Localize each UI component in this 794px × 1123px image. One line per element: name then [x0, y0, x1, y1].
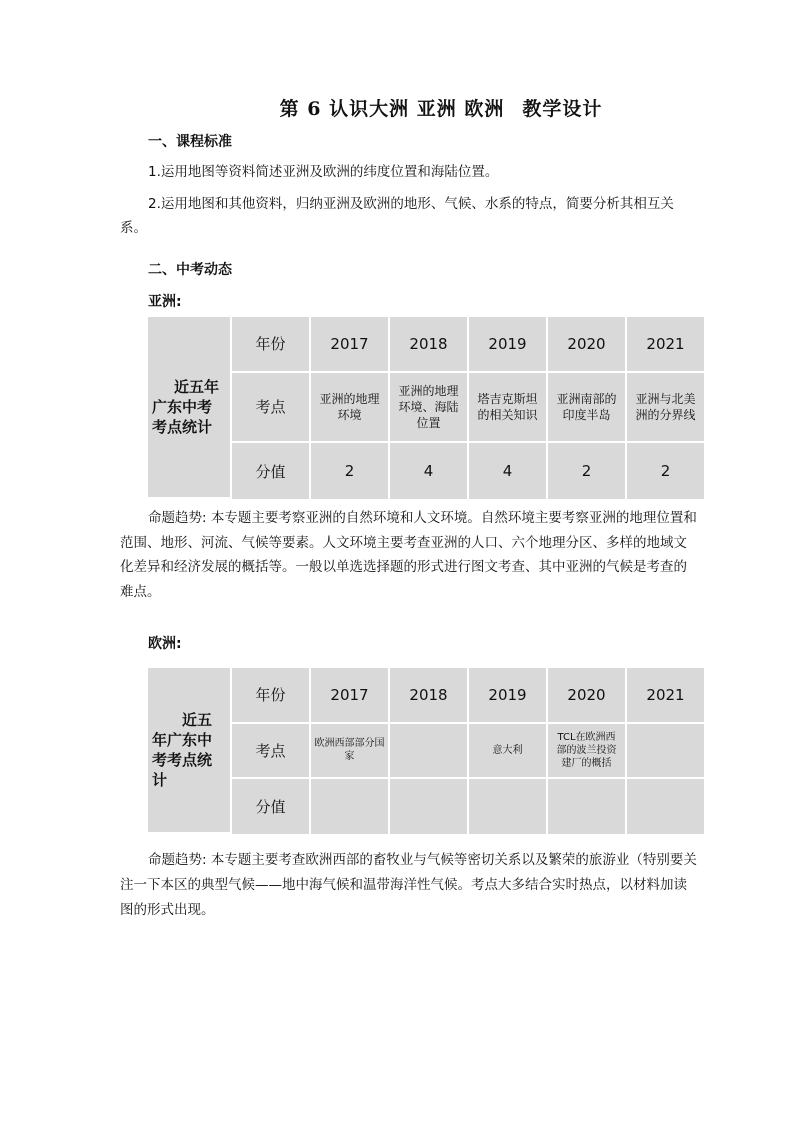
curriculum-item-2: 2.运用地图和其他资料，归纳亚洲及欧洲的地形、气候、水系的特点，简要分析其相互关系。	[120, 196, 674, 236]
europe-trend-paragraph: 命题趋势: 本专题主要考查欧洲西部的畜牧业与气候等密切关系以及繁荣的旅游业（特别要关注一下本区的典型气候——地中海气候和温带海洋性气候。考点大多结合实时热点，以材料加读图的形式出现。	[120, 852, 697, 918]
score-cell: 4	[469, 443, 548, 499]
year-cell: 2017	[311, 317, 390, 373]
year-cell: 2018	[390, 668, 469, 724]
topic-text: 亚洲与北美洲的分界线	[635, 391, 696, 422]
row-label-topic: 考点	[232, 373, 311, 444]
asia-label: 亚洲:	[148, 294, 182, 310]
topic-cell	[469, 373, 548, 444]
europe-label: 欧洲:	[148, 636, 182, 652]
year-cell: 2019	[469, 668, 548, 724]
asia-side-text: 近五年广东中考考点统计	[152, 378, 220, 436]
europe-side-text: 近五年广东中考考点统计	[152, 711, 213, 789]
topic-text: TCL在欧洲西部的波兰投资建厂的概括	[556, 731, 617, 769]
row-label-topic: 考点	[232, 724, 311, 780]
row-label-score: 分值	[232, 443, 311, 499]
topic-cell	[390, 373, 469, 444]
topic-cell	[627, 724, 704, 780]
year-cell: 2020	[548, 317, 627, 373]
score-cell: 2	[311, 443, 390, 499]
topic-text: 亚洲的地理环境	[319, 391, 380, 422]
document-title	[0, 94, 794, 121]
score-cell: 2	[627, 443, 704, 499]
year-cell: 2020	[548, 668, 627, 724]
topic-text: 欧洲西部部分国家	[314, 738, 385, 763]
row-label-score: 分值	[232, 779, 311, 834]
topic-text: 亚洲南部的印度半岛	[556, 391, 617, 422]
topic-cell	[548, 373, 627, 444]
asia-stats-table	[148, 317, 704, 499]
year-cell: 2021	[627, 317, 704, 373]
curriculum-item-1: 1.运用地图等资料简述亚洲及欧洲的纬度位置和海陆位置。	[148, 164, 499, 180]
year-cell: 2021	[627, 668, 704, 724]
topic-cell	[311, 724, 390, 780]
score-cell	[469, 779, 548, 834]
section-heading-curriculum: 一、课程标准	[148, 134, 232, 150]
topic-text: 塔吉克斯坦的相关知识	[477, 391, 538, 422]
topic-cell	[469, 724, 548, 780]
topic-cell	[548, 724, 627, 780]
year-cell: 2018	[390, 317, 469, 373]
score-cell	[311, 779, 390, 834]
row-label-year: 年份	[232, 317, 311, 373]
topic-text: 亚洲的地理环境、海陆位置	[398, 383, 459, 430]
row-label-year: 年份	[232, 668, 311, 724]
score-cell	[548, 779, 627, 834]
score-cell: 4	[390, 443, 469, 499]
topic-text: 意大利	[492, 744, 523, 756]
year-cell: 2019	[469, 317, 548, 373]
asia-side-label	[148, 317, 232, 499]
europe-side-label	[148, 668, 232, 834]
title-suffix: 教学设计	[522, 98, 603, 120]
score-cell	[390, 779, 469, 834]
year-cell: 2017	[311, 668, 390, 724]
europe-stats-table	[148, 668, 704, 834]
section-heading-exam: 二、中考动态	[148, 262, 232, 278]
score-cell: 2	[548, 443, 627, 499]
topic-cell	[390, 724, 469, 780]
score-cell	[627, 779, 704, 834]
topic-cell	[311, 373, 390, 444]
topic-cell	[627, 373, 704, 444]
title-main: 第 6 认识大洲 亚洲 欧洲	[279, 98, 505, 120]
asia-trend-paragraph: 命题趋势: 本专题主要考察亚洲的自然环境和人文环境。自然环境主要考察亚洲的地理位置和范围、地形、河流、气候等要素。人文环境主要考查亚洲的人口、六个地理分区、多样的地域文化差异和经济发展的概括等。一般以单选选择题的形式进行图文考查、其中亚洲的气候是考查的难点。	[120, 510, 697, 600]
